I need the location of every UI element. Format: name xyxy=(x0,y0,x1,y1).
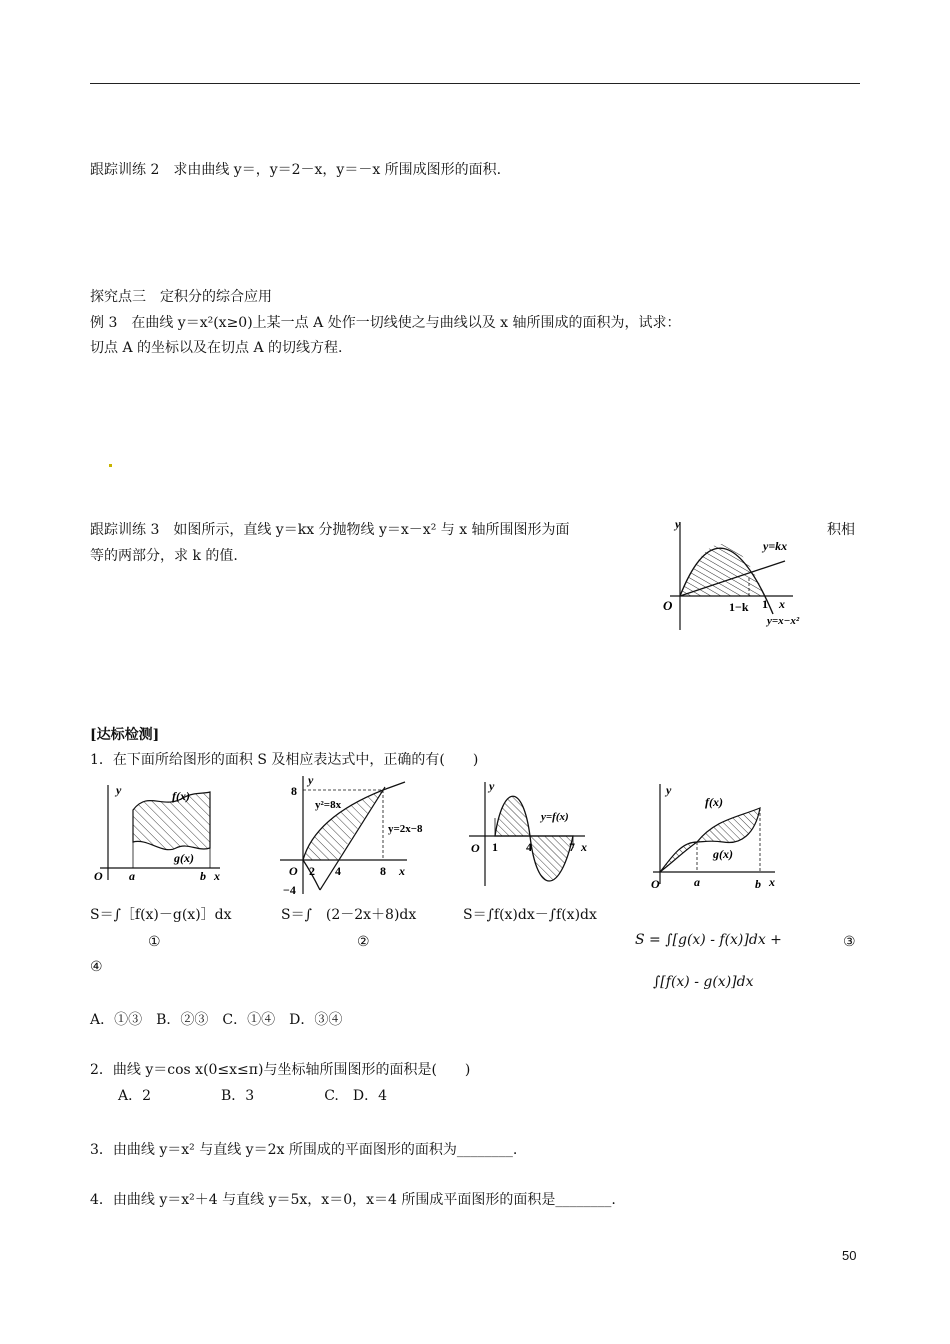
q2-stem: 2．曲线 y＝cos x(0≤x≤π)与坐标轴所围图形的面积是( ) xyxy=(90,1062,471,1078)
fig1-a: a xyxy=(129,869,135,883)
page-number: 50 xyxy=(842,1248,857,1263)
fig-track3-1: 1 xyxy=(762,597,768,611)
header-rule xyxy=(90,83,860,84)
q1-num4: ④ xyxy=(90,959,103,975)
q1-options: A．①③ B．②③ C．①④ D．③④ xyxy=(90,1012,343,1028)
track2-text: 跟踪训练 2 求由曲线 y＝，y＝2－x，y＝－x 所围成图形的面积. xyxy=(90,162,502,178)
fig-track3-x: x xyxy=(779,597,785,611)
q4-text: 4．由曲线 y＝x²＋4 与直线 y＝5x，x＝0，x＝4 所围成平面图形的面积是________. xyxy=(90,1192,616,1208)
fig4-x: x xyxy=(769,875,775,889)
fig4-y: y xyxy=(666,783,672,797)
fig3-t1: 1 xyxy=(492,840,498,854)
fig1-g: g(x) xyxy=(174,851,194,865)
fig1-x: x xyxy=(214,869,220,883)
fig-track3-line: y=kx xyxy=(763,539,788,553)
q1-expr1: S＝∫［f(x)－g(x)］dx xyxy=(90,907,232,923)
fig4-f: f(x) xyxy=(705,795,723,809)
fig2-y: y xyxy=(308,773,314,787)
track3-line1: 跟踪训练 3 如图所示，直线 y＝kx 分抛物线 y＝x－x² 与 x 轴所围图形为面 xyxy=(90,522,570,538)
fig4-g: g(x) xyxy=(713,847,733,861)
q3-text: 3．由曲线 y＝x² 与直线 y＝2x 所围成的平面图形的面积为________. xyxy=(90,1142,518,1158)
q1-stem: 1．在下面所给图形的面积 S 及相应表达式中，正确的有( ) xyxy=(90,752,479,768)
fig2-t8: 8 xyxy=(380,864,386,878)
q1-figure-2 xyxy=(275,772,423,897)
fig2-t2: 2 xyxy=(309,864,315,878)
fig3-t4: 4 xyxy=(526,840,532,854)
q1-figure-4 xyxy=(645,780,785,895)
fig2-o: O xyxy=(289,864,298,878)
section3-title: 探究点三 定积分的综合应用 xyxy=(90,289,272,305)
example3-line1: 例 3 在曲线 y＝x²(x≥0)上某一点 A 处作一切线使之与曲线以及 x 轴所围成的面积为，试求： xyxy=(90,315,681,331)
q1-expr4-line1: S = ∫[g(x) - f(x)]dx + xyxy=(635,932,782,948)
fig3-y: y xyxy=(489,779,495,793)
example3-line2: 切点 A 的坐标以及在切点 A 的切线方程. xyxy=(90,340,343,356)
check-title: [达标检测] xyxy=(90,727,160,743)
fig4-b: b xyxy=(755,877,761,891)
fig1-y: y xyxy=(116,783,122,797)
q1-num2: ② xyxy=(357,934,370,950)
q1-figure-1 xyxy=(88,780,228,890)
track3-line2: 等的两部分，求 k 的值. xyxy=(90,548,238,564)
fig3-f: y=f(x) xyxy=(541,811,569,823)
fig4-o: O xyxy=(651,877,660,891)
fig1-f: f(x) xyxy=(172,789,190,803)
fig1-b: b xyxy=(200,869,206,883)
q2-options: A．2 B．3 C. D．4 xyxy=(118,1088,388,1104)
track3-figure xyxy=(655,512,820,637)
fig-track3-o: O xyxy=(663,598,673,613)
fig3-x: x xyxy=(581,840,587,854)
fig2-eq2: y=2x−8 xyxy=(388,823,423,835)
q1-expr4-line2: ∫[f(x) - g(x)]dx xyxy=(653,974,754,990)
fig2-8y: 8 xyxy=(291,784,297,798)
q1-expr3: S＝∫f(x)dx－∫f(x)dx xyxy=(463,907,597,923)
fig2-x: x xyxy=(399,864,405,878)
q1-num3: ③ xyxy=(843,934,856,950)
stray-dot xyxy=(109,464,112,467)
fig-track3-y: y xyxy=(675,517,681,531)
fig2-m4: −4 xyxy=(283,883,296,897)
fig3-t7: 7 xyxy=(569,840,575,854)
fig4-a: a xyxy=(694,875,700,889)
q1-num1: ① xyxy=(148,934,161,950)
fig-track3-1k: 1−k xyxy=(729,600,749,614)
fig3-o: O xyxy=(471,841,480,855)
q1-expr2: S＝∫ (2－2x＋8)dx xyxy=(281,907,417,923)
fig2-t4: 4 xyxy=(335,864,341,878)
fig-track3-curve: y=x−x² xyxy=(767,615,800,627)
fig2-eq1: y²=8x xyxy=(315,799,342,811)
q1-figure-3 xyxy=(465,778,595,888)
fig1-o: O xyxy=(94,869,103,883)
track3-line1-end: 积相 xyxy=(827,522,855,538)
